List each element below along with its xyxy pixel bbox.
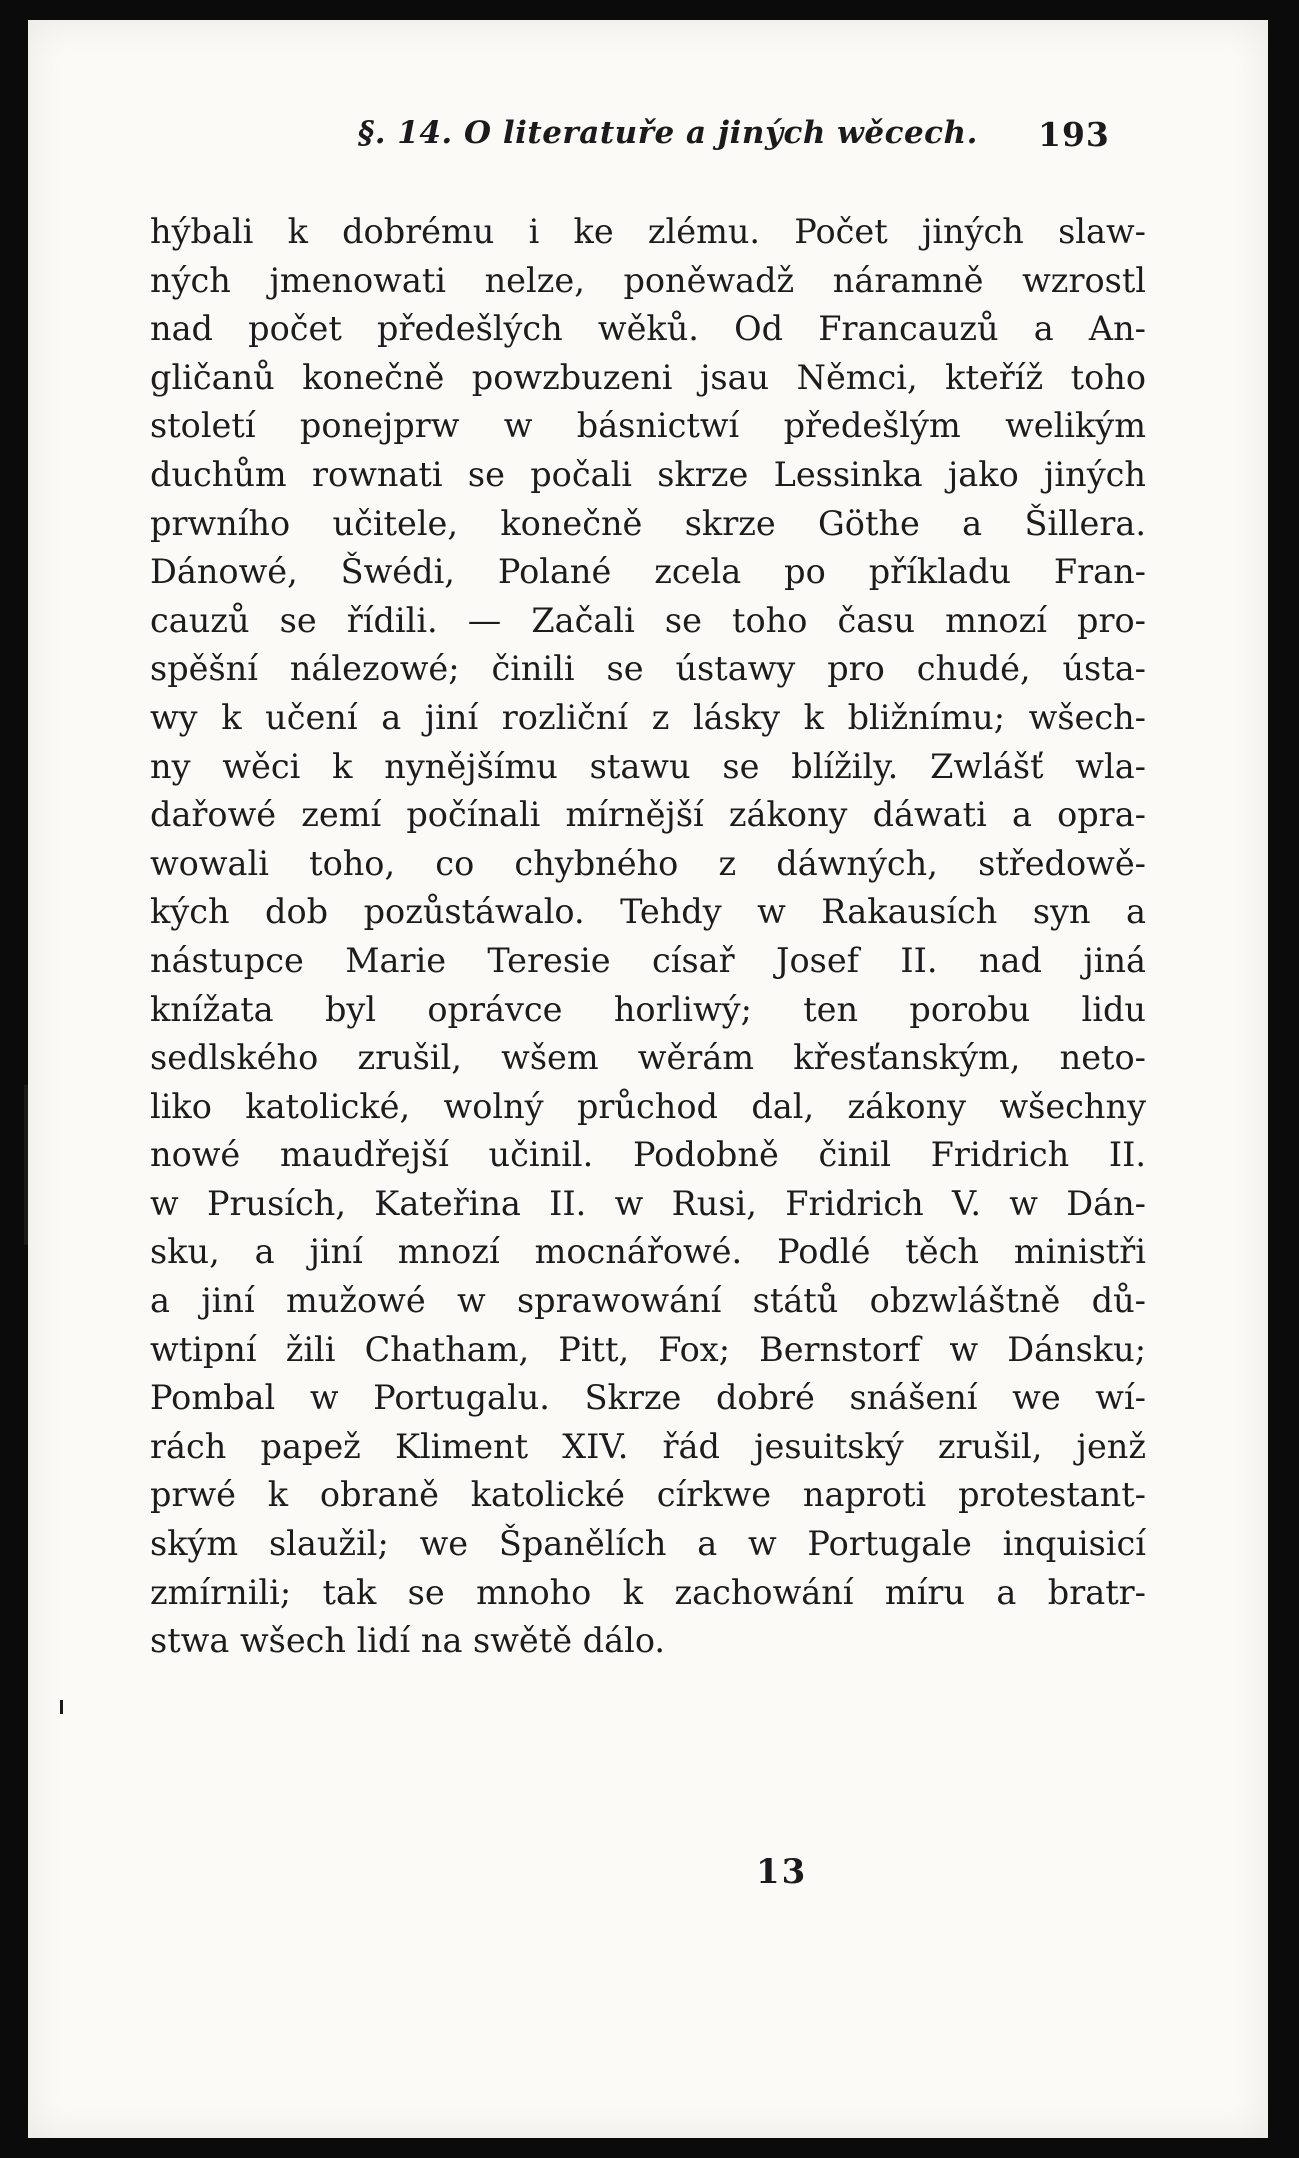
text-line: knížata byl oprávce horliwý; ten porobu lidu [150, 989, 1146, 1029]
text-line: zmírnili; tak se mnoho k zachowání míru a bratr- [150, 1572, 1146, 1612]
text-line: nástupce Marie Teresie císař Josef II. nad jiná [150, 940, 1146, 980]
text-line: ných jmenowati nelze, poněwadž náramně wzrostl [150, 260, 1146, 300]
text-line: duchům rownati se počali skrze Lessinka jako jiných [150, 454, 1146, 494]
body-text [150, 208, 1146, 1666]
text-line: liko katolické, wolný průchod dal, zákony wšechny [150, 1086, 1146, 1126]
text-line: cauzů se řídili. — Začali se toho času mnozí pro- [150, 600, 1146, 640]
text-line: rách papež Kliment XIV. řád jesuitský zrušil, jenž [150, 1426, 1146, 1466]
text-line: hýbali k dobrému i ke zlému. Počet jiných slaw- [150, 212, 1146, 251]
book-page [28, 20, 1268, 2138]
text-line: sedlského zrušil, wšem wěrám křesťanským, neto- [150, 1038, 1146, 1078]
text-line: a jiní mužowé w sprawowání států obzwláštně dů- [150, 1281, 1146, 1321]
page-header [28, 115, 1268, 185]
text-line: století ponejprw w básnictwí předešlým welikým [150, 406, 1146, 446]
text-line: stwa wšech lidí na swětě dálo. [150, 1621, 666, 1661]
text-line: w Prusích, Kateřina II. w Rusi, Fridrich V. w Dán- [150, 1183, 1146, 1223]
text-line: spěšní nálezowé; činili se ústawy pro chudé, ústa- [150, 649, 1146, 689]
signature-mark: 13 [756, 1852, 808, 1892]
text-line: ským slaužil; we Španělích a w Portugale inquisicí [150, 1524, 1146, 1564]
text-line: kých dob pozůstáwalo. Tehdy w Rakausích syn a [150, 892, 1146, 932]
text-line: gličanů konečně powzbuzeni jsau Němci, kteříž toho [150, 357, 1146, 397]
page-number: 193 [1038, 115, 1110, 154]
text-line: wowali toho, co chybného z dáwných, středowě- [150, 843, 1146, 883]
text-line: nad počet předešlých wěků. Od Francauzů a An- [150, 309, 1146, 349]
text-line: wy k učení a jiní rozliční z lásky k bližnímu; wšech- [150, 697, 1146, 737]
running-head: §. 14. O literatuře a jiných wěcech. [358, 115, 978, 151]
text-line: Dánowé, Šwédi, Polané zcela po příkladu Fran- [150, 552, 1146, 592]
binding-edge-mark [60, 1700, 63, 1714]
text-line: sku, a jiní mnozí mocnářowé. Podlé těch ministři [150, 1232, 1146, 1272]
text-line: dařowé zemí počínali mírnější zákony dáwati a opra- [150, 795, 1146, 835]
text-line: prwního učitele, konečně skrze Göthe a Šillera. [150, 503, 1146, 543]
text-line: prwé k obraně katolické církwe naproti protestant- [150, 1475, 1146, 1515]
text-line: Pombal w Portugalu. Skrze dobré snášení we wí- [150, 1378, 1146, 1418]
binding-edge-mark [24, 1085, 28, 1245]
text-line: ny wěci k nynějšímu stawu se blížily. Zwlášť wla- [150, 746, 1146, 786]
text-line: nowé maudřejší učinil. Podobně činil Fridrich II. [150, 1135, 1146, 1175]
text-line: wtipní žili Chatham, Pitt, Fox; Bernstorf w Dánsku; [150, 1329, 1146, 1369]
